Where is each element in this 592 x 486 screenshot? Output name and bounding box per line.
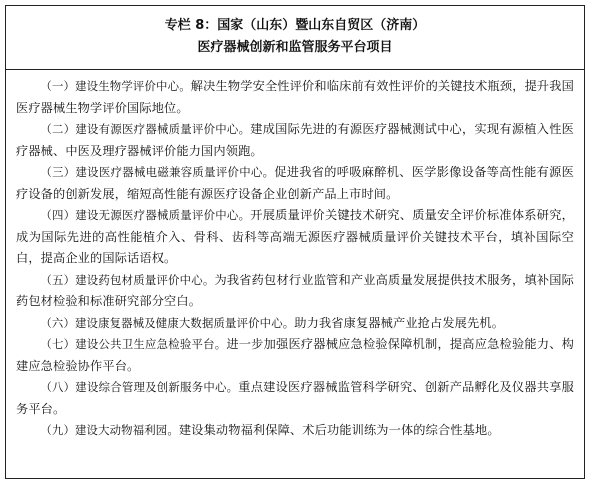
item-lead: （一）建设生物学评价中心。 xyxy=(40,79,191,93)
project-box xyxy=(5,5,585,479)
item-lead: （八）建设综合管理及创新服务中心。 xyxy=(40,380,239,394)
box-header xyxy=(6,6,584,70)
item-lead: （二）建设有源医疗器械质量评价中心。 xyxy=(40,122,251,136)
item-body: 进一步加强医疗器械应急检验保障机制，提高应急检验能力、构建应急检验协作平台。 xyxy=(16,337,574,373)
list-item-4 xyxy=(16,205,574,270)
list-item-8 xyxy=(16,377,574,420)
item-body: 促进我省的呼吸麻醉机、医学影像设备等高性能有源医疗设备的创新发展，缩短高性能有源医疗设备企业创新产品上市时间。 xyxy=(16,165,574,201)
header-title-line-2: 医疗器械创新和监管服务平台项目 xyxy=(197,40,393,55)
list-item-9 xyxy=(16,420,574,442)
list-item-1 xyxy=(16,76,574,119)
header-title-line-1: 专栏 8：国家（山东）暨山东自贸区（济南） xyxy=(164,18,426,33)
item-lead: （四）建设无源医疗器械质量评价中心。 xyxy=(40,208,251,222)
item-body: 建成国际先进的有源医疗器械测试中心，实现有源植入性医疗器械、中医及理疗器械评价能力国内领跑。 xyxy=(16,122,575,158)
item-lead: （五）建设药包材质量评价中心。 xyxy=(40,272,215,287)
item-body: 建设集动物福利保障、术后功能训练为一体的综合性基地。 xyxy=(178,423,500,437)
item-body: 重点建设医疗器械监管科学研究、创新产品孵化及仪器共享服务平台。 xyxy=(16,380,574,416)
item-body: 开展质量评价关键技术研究、质量安全评价标准体系研究，成为国际先进的高性能植介入、骨科、齿科等高端无源医疗器械质量评价关键技术平台，填补国际空白，提高企业的国际话语权。 xyxy=(16,208,575,265)
item-lead: （三）建设医疗器械电磁兼容质量评价中心。 xyxy=(40,165,275,179)
list-item-7 xyxy=(16,334,574,377)
item-body: 助力我省康复器械产业抢占发展先机。 xyxy=(294,315,505,330)
list-item-6 xyxy=(16,313,574,335)
list-item-5 xyxy=(16,270,574,313)
item-body: 解决生物学安全性评价和临床前有效性评价的关键技术瓶颈，提升我国医疗器械生物学评价国际地位。 xyxy=(16,79,575,115)
box-content xyxy=(6,70,584,442)
item-lead: （九）建设大动物福利园。 xyxy=(40,423,179,437)
list-item-3 xyxy=(16,162,574,205)
list-item-2 xyxy=(16,119,574,162)
item-body: 为我省药包材行业监管和产业高质量发展提供技术服务，填补国际药包材检验和标准研究部分空白。 xyxy=(16,272,574,308)
item-lead: （七）建设公共卫生应急检验平台。 xyxy=(40,337,227,351)
item-lead: （六）建设康复器械及健康大数据质量评价中心。 xyxy=(40,315,295,330)
